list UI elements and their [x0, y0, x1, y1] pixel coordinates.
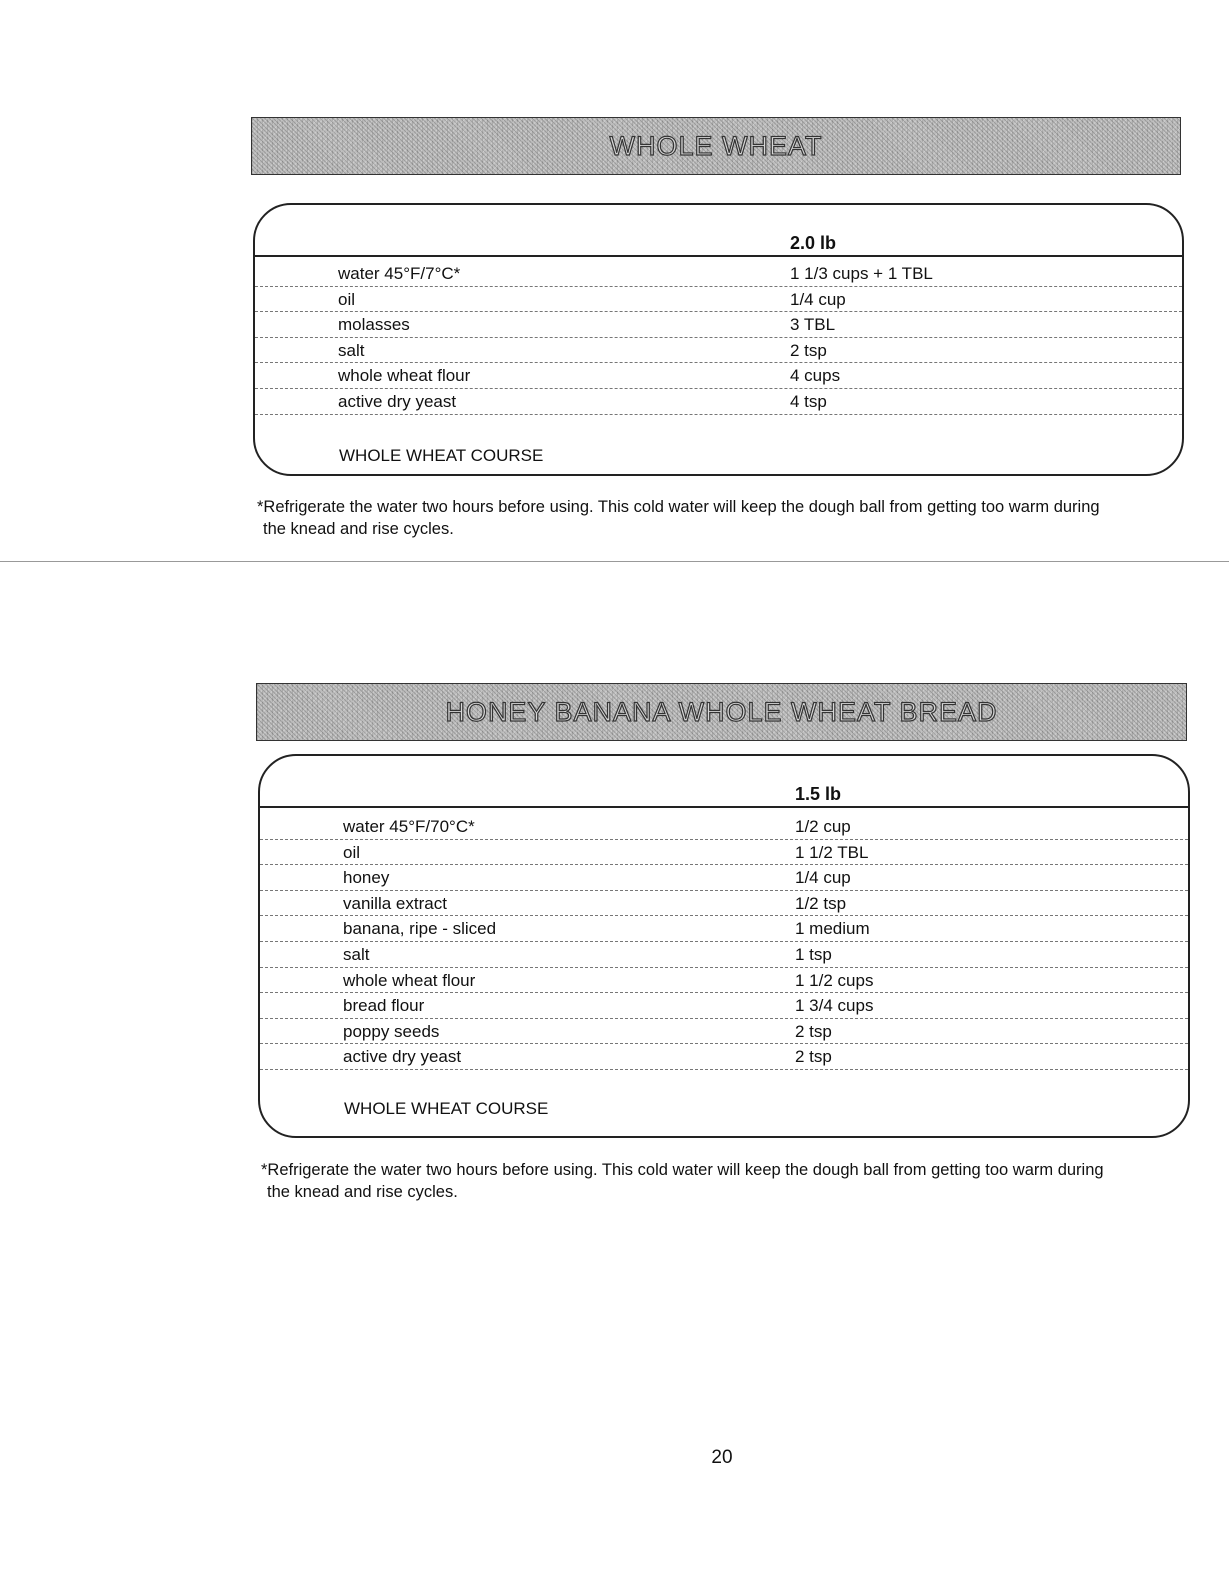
ingredient-row	[255, 311, 1182, 338]
recipe-2-box	[258, 754, 1190, 1138]
ingredient-row	[260, 813, 1188, 840]
ingredient-row	[260, 992, 1188, 1019]
ingredient-amount: 2 tsp	[795, 1047, 832, 1067]
ingredient-amount: 1/4 cup	[795, 868, 851, 888]
note-line: *Refrigerate the water two hours before using. This cold water will keep the dough ball from getting too warm during	[257, 498, 1100, 516]
ingredient-name: molasses	[338, 315, 410, 335]
ingredient-name: active dry yeast	[338, 392, 457, 411]
section-divider	[0, 561, 1229, 562]
ingredient-row	[260, 890, 1188, 917]
recipe-1-title: WHOLE WHEAT	[609, 130, 823, 161]
ingredient-row	[260, 839, 1188, 866]
ingredient-amount: 1 1/3 cups + 1 TBL	[790, 264, 933, 283]
ingredient-row	[255, 337, 1182, 364]
ingredient-amount: 3 TBL	[790, 315, 836, 335]
ingredient-amount: 1/4 cup	[790, 289, 846, 309]
ingredient-row	[255, 286, 1182, 313]
ingredient-amount: 1/2 cup	[795, 817, 851, 836]
ingredient-amount: 4 tsp	[790, 392, 827, 411]
note-line: *Refrigerate the water two hours before using. This cold water will keep the dough ball from getting too warm during	[261, 1161, 1104, 1179]
ingredient-row	[260, 941, 1188, 968]
ingredient-amount: 1/2 tsp	[795, 893, 847, 913]
ingredient-name: active dry yeast	[343, 1047, 462, 1067]
page-number: 20	[711, 1447, 733, 1468]
recipe-2-title: HONEY BANANA WHOLE WHEAT BREAD	[445, 696, 998, 727]
ingredient-amount: 1 medium	[795, 919, 870, 939]
ingredient-name: salt	[343, 945, 370, 964]
ingredient-row	[255, 362, 1182, 389]
ingredient-row	[260, 1043, 1188, 1070]
recipe-2-banner	[256, 683, 1187, 741]
note-line: the knead and rise cycles.	[263, 520, 454, 538]
ingredient-name: oil	[338, 289, 356, 309]
ingredient-name: whole wheat flour	[343, 970, 476, 990]
ingredient-amount: 2 tsp	[795, 1021, 832, 1041]
ingredient-name: banana, ripe - sliced	[343, 919, 497, 939]
recipe-1-note	[257, 496, 1197, 540]
recipe-2-note	[261, 1159, 1201, 1203]
ingredient-row	[260, 915, 1188, 942]
ingredient-amount: 1 1/2 cups	[795, 970, 874, 990]
ingredient-amount: 1 1/2 TBL	[795, 842, 869, 862]
ingredient-name: salt	[338, 340, 365, 360]
ingredient-name: water 45°F/7°C*	[338, 264, 461, 283]
ingredient-amount: 4 cups	[790, 366, 841, 386]
ingredient-name: poppy seeds	[343, 1021, 440, 1041]
ingredient-name: vanilla extract	[343, 893, 447, 913]
ingredient-amount: 1 tsp	[795, 945, 832, 964]
ingredient-row	[260, 967, 1188, 994]
ingredient-name: oil	[343, 842, 361, 862]
ingredient-name: water 45°F/70°C*	[343, 817, 475, 836]
recipe-1-banner	[251, 117, 1181, 175]
recipe-2-size: 1.5 lb	[795, 784, 842, 804]
ingredient-row	[255, 260, 1182, 287]
ingredient-name: bread flour	[343, 996, 425, 1016]
note-line: the knead and rise cycles.	[267, 1183, 458, 1201]
ingredient-name: honey	[343, 868, 390, 888]
recipe-1-course: WHOLE WHEAT COURSE	[339, 446, 544, 465]
ingredient-amount: 1 3/4 cups	[795, 996, 874, 1016]
ingredient-row	[260, 1018, 1188, 1045]
ingredient-row	[255, 388, 1182, 415]
recipe-2-course: WHOLE WHEAT COURSE	[344, 1099, 549, 1118]
recipe-1-header-divider	[255, 255, 1182, 257]
ingredient-name: whole wheat flour	[338, 366, 471, 386]
ingredient-amount: 2 tsp	[790, 340, 827, 360]
recipe-1-size: 2.0 lb	[790, 233, 837, 253]
recipe-2-header-divider	[260, 806, 1188, 808]
recipe-1-box	[253, 203, 1184, 476]
ingredient-row	[260, 864, 1188, 891]
